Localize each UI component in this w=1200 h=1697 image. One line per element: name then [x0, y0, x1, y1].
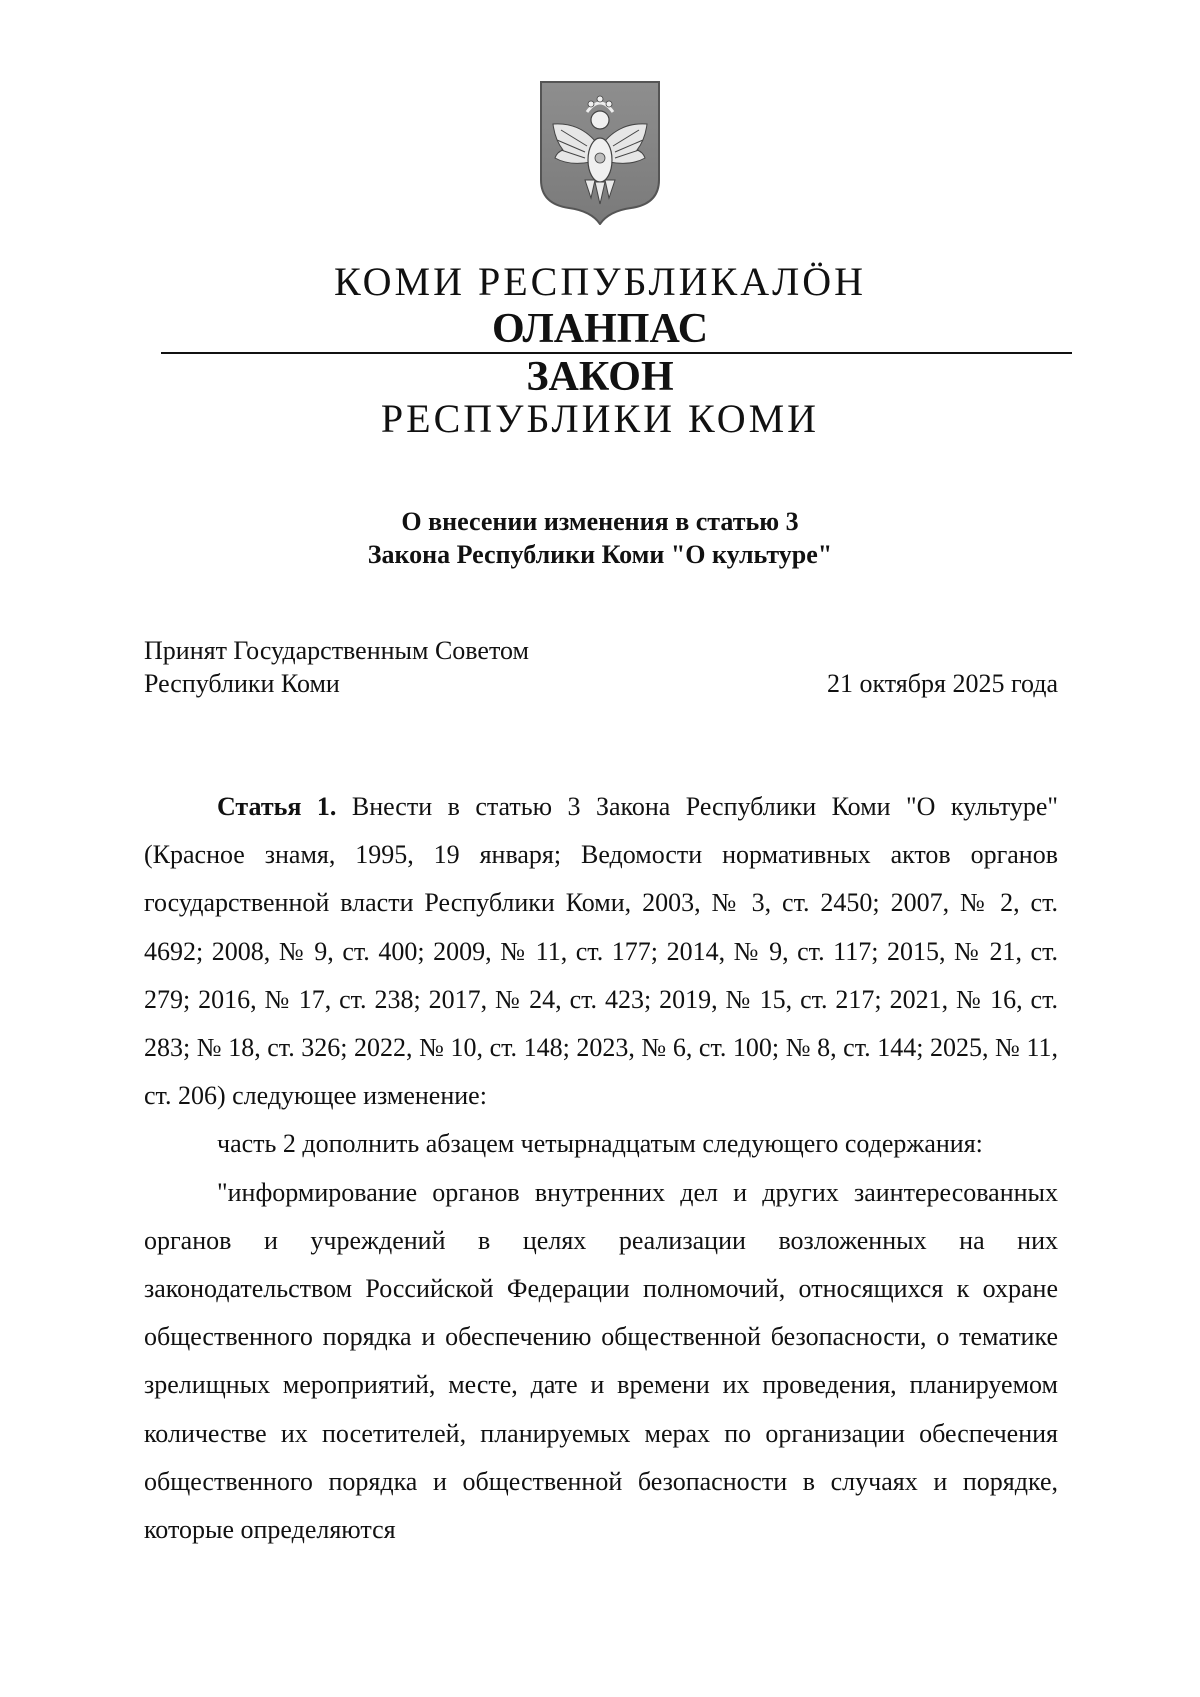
article-1-label: Статья 1. [217, 792, 337, 821]
law-body [144, 783, 1058, 1554]
article-1-text: Внести в статью 3 Закона Республики Коми "О культуре" (Красное знамя, 1995, 19 января; Ведомости нормативных актов органов государственной власти Республики Коми, 2003, № 3, ст. 2450; 2007, № 2, ст. 4692; 2008, № 9, ст. 400; 2009, № 11, ст. 177; 2014, № 9, ст. 117; 2015, № 21, ст. 279; 2016, № 17, ст. 238; 2017, № 24, ст. 423; 2019, № 15, ст. 217; 2021, № 16, ст. 283; № 18, ст. 326; 2022, № 10, ст. 148; 2023, № 6, ст. 100; № 8, ст. 144; 2025, № 11, ст. 206) следующее изменение: [144, 792, 1059, 1111]
coat-of-arms-komi-icon [539, 80, 661, 225]
adopted-by-line-2: Республики Коми [144, 669, 340, 698]
article-1-paragraph [144, 783, 1058, 1120]
header-republic-komi: РЕСПУБЛИКИ КОМИ [380, 396, 820, 441]
header-olanpas: ОЛАНПАС [491, 306, 709, 352]
law-title-line-2: Закона Республики Коми "О культуре" [367, 540, 833, 569]
article-1-paragraph-3: "информирование органов внутренних дел и других заинтересованных органов и учреждений в целях реализации возложенных на них законодательством Российской Федерации полномочий, относящихся к охране общественного порядка и обеспечению общественной безопасности, о тематике зрелищных мероприятий, месте, дате и времени их проведения, планируемом количестве их посетителей, планируемых мерах по организации обеспечения общественного порядка и общественной безопасности в случаях и порядке, которые определяются [144, 1177, 1058, 1545]
adopted-by-line-1: Принят Государственным Советом [144, 636, 529, 665]
header-komi-republic: КОМИ РЕСПУБЛИКАЛÖН [333, 259, 867, 304]
article-1-paragraph-2: часть 2 дополнить абзацем четырнадцатым следующего содержания: [217, 1129, 983, 1159]
header-zakon: ЗАКОН [526, 354, 674, 400]
law-title-line-1: О внесении изменения в статью 3 [401, 507, 799, 536]
adoption-date: 21 октября 2025 года [827, 669, 1058, 698]
